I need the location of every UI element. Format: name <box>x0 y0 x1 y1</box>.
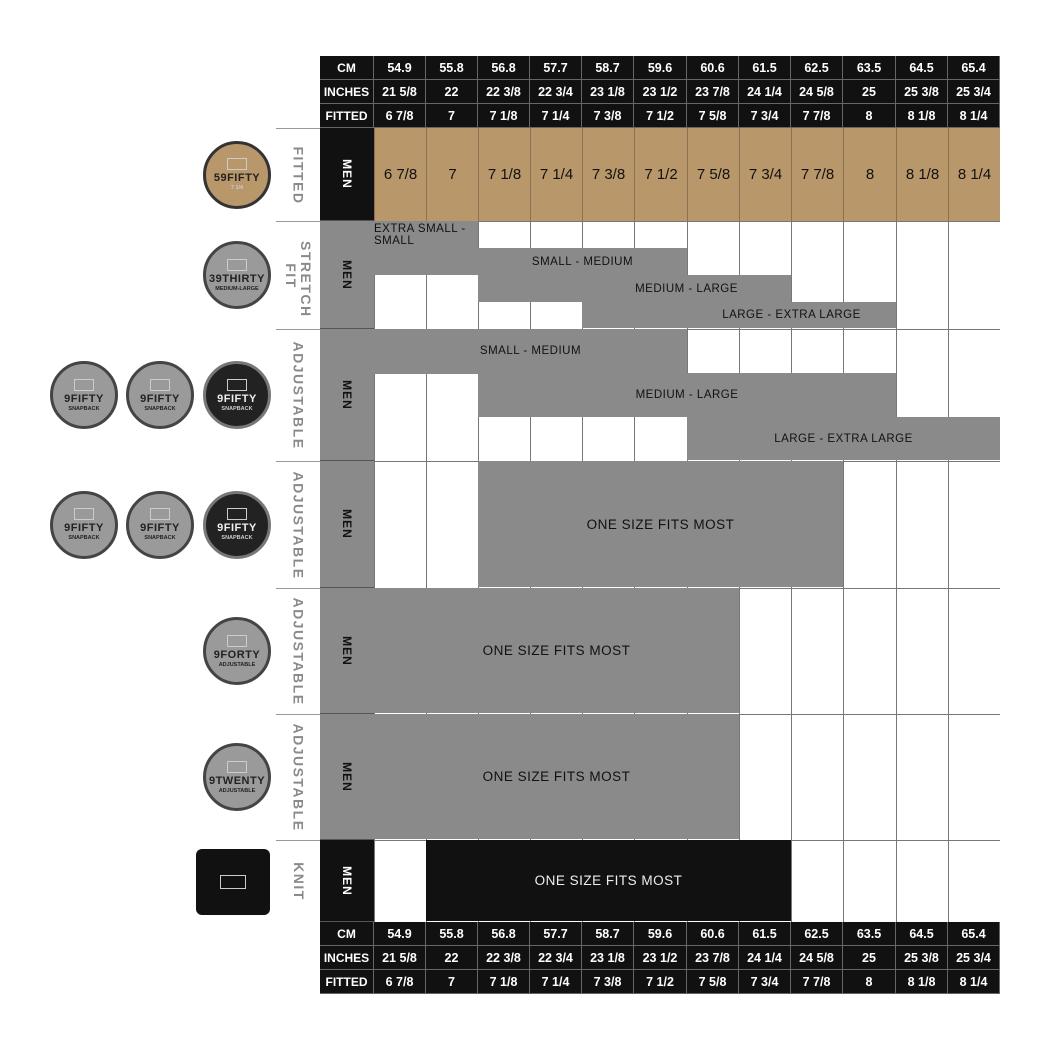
fitted-size-cell: 7 <box>426 128 478 221</box>
cap-model-name: 9FIFTY <box>217 392 257 405</box>
top-header-cell: 23 1/8 <box>582 80 634 104</box>
top-header-cell: 7 1/2 <box>634 104 687 128</box>
fitted-size-cell: 7 1/4 <box>530 128 582 221</box>
bottom-header-cell: 7 1/2 <box>634 970 687 994</box>
gender-label <box>320 840 374 922</box>
grid-cell <box>896 221 948 329</box>
bottom-header-cell: 7 7/8 <box>791 970 843 994</box>
fitted-size-cell: 7 3/4 <box>739 128 791 221</box>
gender-text: MEN <box>339 509 354 539</box>
cap-model-sub: MEDIUM-LARGE <box>215 285 259 292</box>
top-header-cell: 8 1/8 <box>896 104 948 128</box>
size-range-band: MEDIUM - LARGE <box>582 275 791 302</box>
grid-cell <box>843 588 896 714</box>
bottom-header-cell: 7 1/8 <box>478 970 530 994</box>
grid-cell <box>948 840 1000 922</box>
top-header-cell: 63.5 <box>843 56 896 80</box>
size-range-band: SMALL - MEDIUM <box>374 329 687 373</box>
size-range-band: ONE SIZE FITS MOST <box>374 714 739 839</box>
top-header-cell: 61.5 <box>739 56 791 80</box>
grid-cell <box>791 840 843 922</box>
top-header-cell: 7 3/4 <box>739 104 791 128</box>
cap-badge <box>203 241 271 309</box>
top-header-cell: 7 3/8 <box>582 104 634 128</box>
cap-model-sub: SNAPBACK <box>144 405 176 412</box>
cap-model-sub: SNAPBACK <box>221 405 253 412</box>
section-type-label <box>276 329 320 461</box>
fitted-size-cell: 7 7/8 <box>791 128 843 221</box>
flag-logo-icon <box>150 508 170 520</box>
top-header-cell: 59.6 <box>634 56 687 80</box>
top-header-cell: 54.9 <box>374 56 426 80</box>
size-range-band: ONE SIZE FITS MOST <box>478 461 843 587</box>
top-header-cell: 6 7/8 <box>374 104 426 128</box>
bottom-header-cell: 7 <box>426 970 478 994</box>
bottom-header-cell: 22 <box>426 946 478 970</box>
section-type-text: ADJUSTABLE <box>290 470 307 580</box>
top-header-row-label: INCHES <box>320 80 374 104</box>
knit-beanie-icon <box>196 849 270 915</box>
grid-cell <box>896 714 948 840</box>
grid-cell <box>896 840 948 922</box>
fitted-size-cell: 6 7/8 <box>374 128 426 221</box>
top-header-cell: 21 5/8 <box>374 80 426 104</box>
bottom-header-cell: 56.8 <box>478 922 530 946</box>
top-header-cell: 58.7 <box>582 56 634 80</box>
bottom-header-cell: 7 3/4 <box>739 970 791 994</box>
bottom-header-cell: 62.5 <box>791 922 843 946</box>
bottom-header-cell: 22 3/8 <box>478 946 530 970</box>
gender-text: MEN <box>339 635 354 666</box>
top-header-cell: 22 3/8 <box>478 80 530 104</box>
top-header-cell: 62.5 <box>791 56 843 80</box>
flag-logo-icon <box>150 379 170 391</box>
flag-logo-icon <box>74 508 94 520</box>
fitted-size-cell: 8 <box>843 128 896 221</box>
cap-badge <box>203 141 271 209</box>
flag-logo-icon <box>227 635 247 647</box>
top-header-cell: 7 1/8 <box>478 104 530 128</box>
grid-cell <box>374 461 426 588</box>
top-header-cell: 60.6 <box>687 56 739 80</box>
grid-cell <box>948 221 1000 329</box>
bottom-header-row-label: FITTED <box>320 970 374 994</box>
grid-cell <box>791 588 843 714</box>
fitted-size-cell: 7 1/8 <box>478 128 530 221</box>
bottom-header-cell: 63.5 <box>843 922 896 946</box>
bottom-header-cell: 7 5/8 <box>687 970 739 994</box>
section-type-text: ADJUSTABLE <box>290 341 307 450</box>
top-header-cell: 25 3/8 <box>896 80 948 104</box>
bottom-header-cell: 8 1/8 <box>896 970 948 994</box>
size-range-band: ONE SIZE FITS MOST <box>426 840 791 921</box>
top-header-cell: 22 3/4 <box>530 80 582 104</box>
bottom-header-cell: 21 5/8 <box>374 946 426 970</box>
bottom-header-cell: 57.7 <box>530 922 582 946</box>
section-type-text: ADJUSTABLE <box>290 597 307 706</box>
bottom-header-cell: 23 7/8 <box>687 946 739 970</box>
bottom-header-cell: 7 3/8 <box>582 970 634 994</box>
cap-model-sub: SNAPBACK <box>68 405 100 412</box>
top-header-cell: 8 <box>843 104 896 128</box>
bottom-header-cell: 8 1/4 <box>948 970 1000 994</box>
cap-model-name: 9FIFTY <box>64 392 104 405</box>
flag-logo-icon <box>74 379 94 391</box>
section-type-label <box>276 128 320 221</box>
grid-cell <box>843 840 896 922</box>
bottom-header-cell: 64.5 <box>896 922 948 946</box>
gender-text: MEN <box>339 865 354 896</box>
bottom-header-row-label: CM <box>320 922 374 946</box>
grid-cell <box>426 461 478 588</box>
top-header-cell: 57.7 <box>530 56 582 80</box>
section-type-text: STRETCH FIT <box>283 240 314 318</box>
cap-model-sub: SNAPBACK <box>221 535 253 541</box>
bottom-header-cell: 24 1/4 <box>739 946 791 970</box>
top-header-cell: 8 1/4 <box>948 104 1000 128</box>
cap-badge <box>203 617 271 685</box>
gender-label <box>320 221 374 329</box>
grid-cell <box>896 461 948 588</box>
fitted-size-cell: 8 1/4 <box>948 128 1000 221</box>
bottom-header-cell: 22 3/4 <box>530 946 582 970</box>
flag-logo-icon <box>227 761 247 773</box>
top-header-row-label: CM <box>320 56 374 80</box>
cap-badge <box>126 361 194 429</box>
cap-model-sub: SNAPBACK <box>68 535 100 541</box>
size-range-band: MEDIUM - LARGE <box>478 373 896 417</box>
section-type-label <box>276 221 320 329</box>
cap-badge <box>203 361 271 429</box>
fitted-size-cell: 8 1/8 <box>896 128 948 221</box>
bottom-header-cell: 6 7/8 <box>374 970 426 994</box>
bottom-header-cell: 58.7 <box>582 922 634 946</box>
cap-model-name: 9FIFTY <box>140 392 180 405</box>
cap-model-sub: ADJUSTABLE <box>218 787 256 794</box>
bottom-header-cell: 25 3/4 <box>948 946 1000 970</box>
fitted-size-cell: 7 5/8 <box>687 128 739 221</box>
grid-cell <box>843 461 896 588</box>
grid-cell <box>896 588 948 714</box>
bottom-header-cell: 23 1/2 <box>634 946 687 970</box>
grid-cell <box>374 840 426 922</box>
fitted-size-cell: 7 3/8 <box>582 128 634 221</box>
top-header-cell: 23 7/8 <box>687 80 739 104</box>
cap-model-name: 59FIFTY <box>213 172 261 184</box>
fitted-size-cell: 7 1/2 <box>634 128 687 221</box>
cap-model-sub: ADJUSTABLE <box>218 661 256 668</box>
bottom-header-cell: 55.8 <box>426 922 478 946</box>
gender-label <box>320 588 374 714</box>
grid-cell <box>739 714 791 840</box>
bottom-header-cell: 25 3/8 <box>896 946 948 970</box>
size-range-band: LARGE - EXTRA LARGE <box>687 417 1000 460</box>
section-type-label <box>276 461 320 588</box>
top-header-cell: 7 1/4 <box>530 104 582 128</box>
top-header-cell: 24 5/8 <box>791 80 843 104</box>
bottom-header-cell: 65.4 <box>948 922 1000 946</box>
bottom-header-cell: 8 <box>843 970 896 994</box>
grid-cell <box>948 714 1000 840</box>
gender-label <box>320 461 374 588</box>
top-header-cell: 25 3/4 <box>948 80 1000 104</box>
grid-cell <box>739 588 791 714</box>
cap-model-name: 9TWENTY <box>208 774 266 787</box>
size-range-fill <box>374 373 478 374</box>
cap-badge <box>126 491 194 559</box>
gender-text: MEN <box>339 379 354 410</box>
bottom-header-cell: 59.6 <box>634 922 687 946</box>
flag-logo-icon <box>227 508 247 520</box>
bottom-header-row-label: INCHES <box>320 946 374 970</box>
top-header-cell: 22 <box>426 80 478 104</box>
bottom-header-cell: 7 1/4 <box>530 970 582 994</box>
flag-logo-icon <box>227 259 247 271</box>
flag-logo-icon <box>227 158 247 170</box>
cap-model-name: 9FIFTY <box>217 522 257 534</box>
top-header-cell: 23 1/2 <box>634 80 687 104</box>
top-header-cell: 7 7/8 <box>791 104 843 128</box>
section-type-text: ADJUSTABLE <box>290 723 307 832</box>
gender-text: MEN <box>339 761 354 792</box>
size-range-band: SMALL - MEDIUM <box>478 248 687 275</box>
top-header-cell: 7 5/8 <box>687 104 739 128</box>
bottom-header-cell: 60.6 <box>687 922 739 946</box>
bottom-header-cell: 61.5 <box>739 922 791 946</box>
gender-label <box>320 714 374 840</box>
section-type-text: FITTED <box>290 146 307 204</box>
top-header-cell: 65.4 <box>948 56 1000 80</box>
cap-model-name: 9FIFTY <box>64 522 104 534</box>
cap-model-name: 39THIRTY <box>209 272 265 285</box>
top-header-row-label: FITTED <box>320 104 374 128</box>
section-type-label <box>276 588 320 714</box>
gender-label <box>320 128 374 221</box>
size-range-band: EXTRA SMALL - SMALL <box>374 221 478 248</box>
section-type-label <box>276 840 320 922</box>
flag-logo-icon <box>220 875 246 889</box>
gender-text: MEN <box>339 259 354 290</box>
top-header-cell: 24 1/4 <box>739 80 791 104</box>
bottom-header-cell: 24 5/8 <box>791 946 843 970</box>
cap-model-name: 9FORTY <box>213 648 261 661</box>
gender-label <box>320 329 374 461</box>
grid-cell <box>948 461 1000 588</box>
top-header-cell: 64.5 <box>896 56 948 80</box>
gender-text: MEN <box>339 159 354 189</box>
bottom-header-cell: 25 <box>843 946 896 970</box>
top-header-cell: 7 <box>426 104 478 128</box>
size-range-band: LARGE - EXTRA LARGE <box>687 302 896 328</box>
size-range-fill <box>478 275 582 302</box>
bottom-header-cell: 23 1/8 <box>582 946 634 970</box>
top-header-cell: 56.8 <box>478 56 530 80</box>
bottom-header-cell: 54.9 <box>374 922 426 946</box>
cap-badge <box>203 743 271 811</box>
cap-badge <box>50 361 118 429</box>
grid-cell <box>843 714 896 840</box>
size-range-fill <box>582 302 687 328</box>
size-range-band: ONE SIZE FITS MOST <box>374 588 739 713</box>
cap-model-name: 9FIFTY <box>140 522 180 534</box>
section-type-text: KNIT <box>290 862 307 901</box>
top-header-cell: 25 <box>843 80 896 104</box>
section-type-label <box>276 714 320 840</box>
size-range-fill <box>374 248 478 275</box>
flag-logo-icon <box>227 379 247 391</box>
grid-cell <box>791 714 843 840</box>
cap-badge <box>50 491 118 559</box>
cap-model-sub: SNAPBACK <box>144 535 176 541</box>
cap-model-sub: 7 1/4 <box>230 185 244 191</box>
grid-cell <box>948 588 1000 714</box>
top-header-cell: 55.8 <box>426 56 478 80</box>
cap-badge <box>203 491 271 559</box>
